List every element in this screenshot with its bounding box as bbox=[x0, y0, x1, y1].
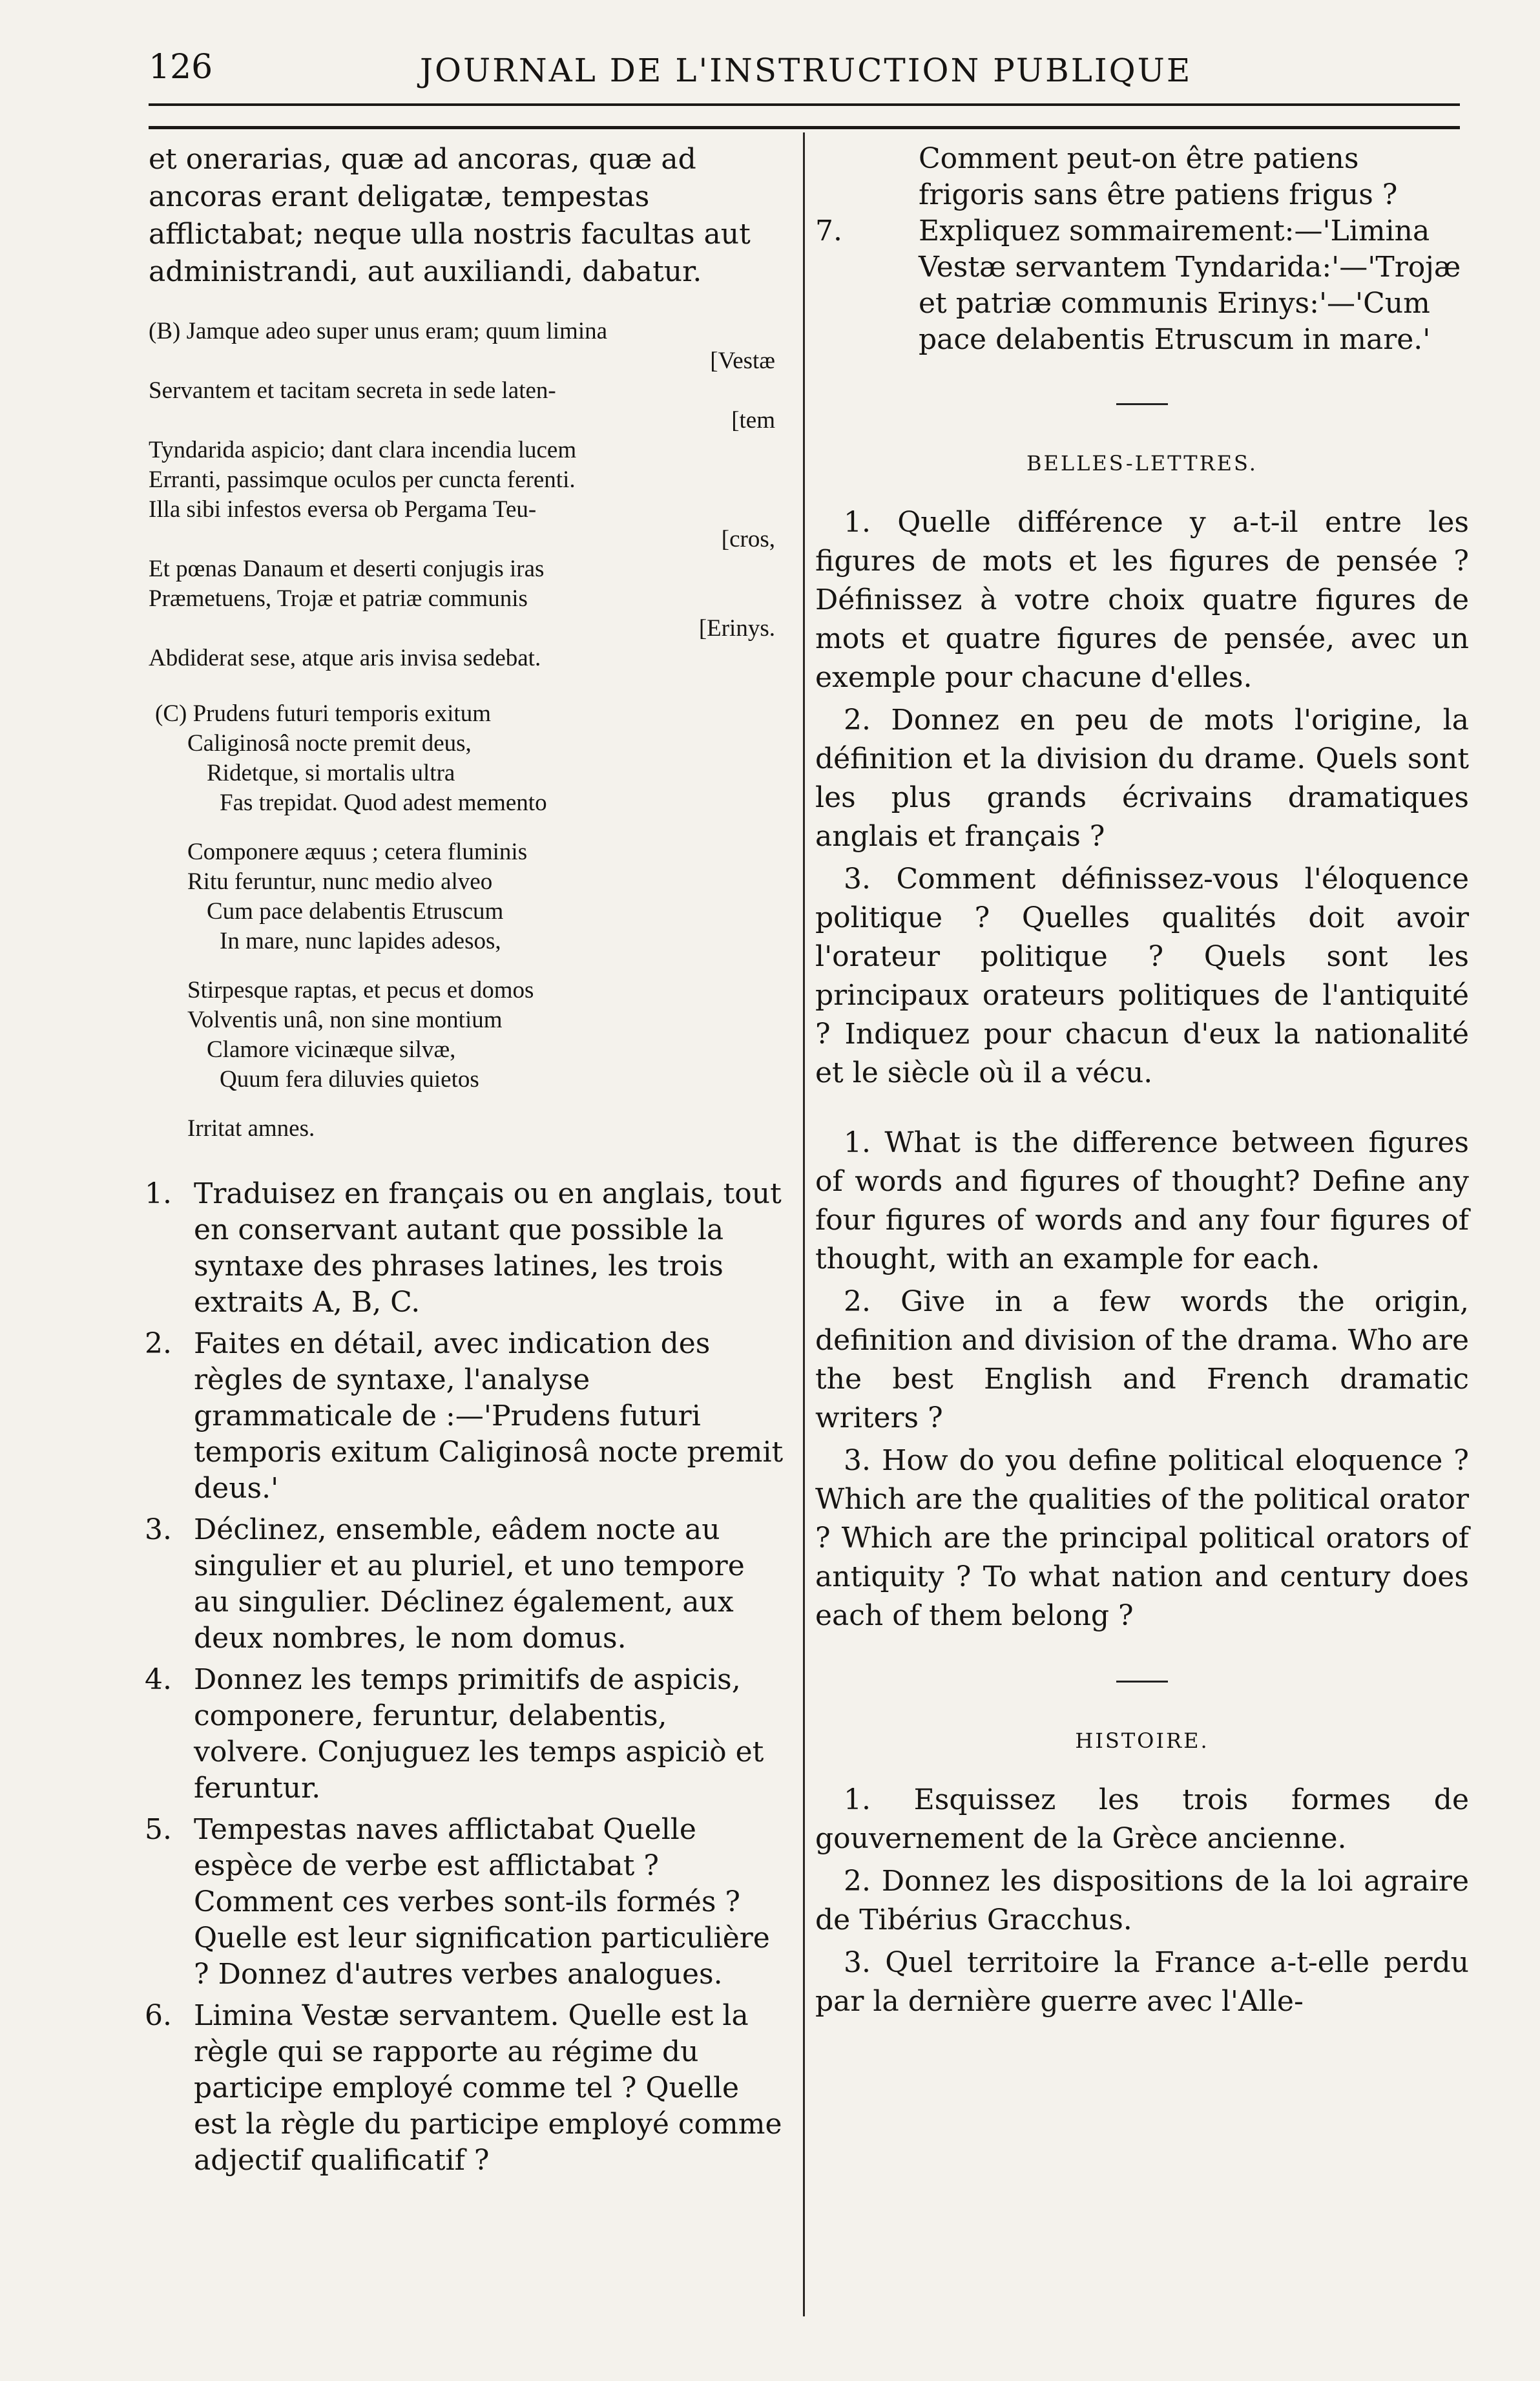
latin-line: Fas trepidat. Quod adest memento bbox=[220, 790, 547, 816]
section-heading-belles-lettres: BELLES-LETTRES. bbox=[1026, 451, 1258, 476]
page-number: 126 bbox=[149, 48, 213, 87]
question-number: 1. bbox=[145, 1177, 172, 1210]
question-number: 3. bbox=[145, 1513, 172, 1546]
belles-lettres-question-fr: 1. Quelle différence y a-t-il entre les figures de mots et les figures de pensée ? Définissez à votre choix quatre figures de mots et quatre figures de pensée, avec un exemple pour chacune d'elles. bbox=[815, 506, 1469, 694]
latin-line: Stirpesque raptas, et pecus et domos bbox=[187, 977, 534, 1003]
belles-lettres-question-en: 3. How do you define political eloquence ? Which are the qualities of the political orator ? Which are the principal political orators of antiquity ? To what nation and century does each of them belong ? bbox=[815, 1444, 1469, 1632]
question-text: Déclinez, ensemble, eâdem nocte au singulier et au pluriel, et uno tempore au singulier. Déclinez également, aux deux nombres, le nom domus. bbox=[194, 1513, 745, 1655]
latin-line-carry: [cros, bbox=[721, 526, 775, 552]
latin-line: Componere æquus ; cetera fluminis bbox=[187, 839, 528, 865]
latin-line-carry: [Vestæ bbox=[710, 348, 775, 374]
latin-line: Clamore vicinæque silvæ, bbox=[207, 1036, 456, 1063]
right-column bbox=[815, 141, 1469, 2025]
question-number: 7. bbox=[815, 215, 842, 247]
belles-lettres-question-en: 1. What is the difference between figures of words and figures of thought? Define any four figures of words and any four figures of thought, with an example for each. bbox=[815, 1126, 1469, 1275]
section-heading-histoire: HISTOIRE. bbox=[1075, 1728, 1209, 1753]
column-divider bbox=[803, 132, 805, 2316]
belles-lettres-question-fr: 2. Donnez en peu de mots l'origine, la définition et la division du drame. Quels sont les plus grands écrivains dramatiques anglais et français ? bbox=[815, 704, 1469, 853]
latin-line: Servantem et tacitam secreta in sede laten- bbox=[149, 377, 556, 404]
latin-line: Caliginosâ nocte premit deus, bbox=[187, 730, 472, 757]
extract-a-ending: et onerarias, quæ ad ancoras, quæ ad ancoras erant deligatæ, tempestas afflictabat; neque ulla nostris facultas aut administrandi, aut auxiliandi, dabatur. bbox=[149, 143, 751, 288]
latin-line: Abdiderat sese, atque aris invisa sedebat. bbox=[149, 645, 541, 671]
running-title: JOURNAL DE L'INSTRUCTION PUBLIQUE bbox=[420, 52, 1192, 89]
extract-b bbox=[149, 317, 788, 673]
latin-line: Tyndarida aspicio; dant clara incendia lucem bbox=[149, 437, 577, 463]
section-divider bbox=[1116, 1681, 1168, 1683]
latin-line: Et pœnas Danaum et deserti conjugis iras bbox=[149, 556, 545, 582]
latin-line: Præmetuens, Trojæ et patriæ communis bbox=[149, 585, 528, 612]
latin-line: Irritat amnes. bbox=[187, 1115, 315, 1142]
section-divider bbox=[1116, 403, 1168, 405]
question-text: Tempestas naves afflictabat Quelle espèce de verbe est afflictabat ? Comment ces verbes sont-ils formés ? Quelle est leur signification particulière ? Donnez d'autres verbes analogues. bbox=[194, 1813, 770, 1991]
question-item bbox=[145, 1662, 788, 1807]
question-text: Limina Vestæ servantem. Quelle est la règle qui se rapporte au régime du participe employé comme tel ? Quelle est la règle du participe employé comme adjectif qualificatif ? bbox=[194, 1999, 782, 2177]
latin-line: Ridetque, si mortalis ultra bbox=[207, 760, 455, 786]
question-list bbox=[145, 1176, 788, 2179]
extract-c bbox=[149, 699, 788, 1144]
latin-line: Quum fera diluvies quietos bbox=[220, 1066, 479, 1093]
question-item bbox=[145, 1998, 788, 2179]
latin-line: Erranti, passimque oculos per cuncta ferenti. bbox=[149, 467, 576, 493]
latin-line: Volventis unâ, non sine montium bbox=[187, 1007, 503, 1033]
latin-line: In mare, nunc lapides adesos, bbox=[220, 928, 501, 954]
latin-line: (B) Jamque adeo super unus eram; quum limina bbox=[149, 318, 608, 344]
histoire-question: 3. Quel territoire la France a-t-elle perdu par la dernière guerre avec l'Alle- bbox=[815, 1946, 1469, 2018]
question-6-continuation: Comment peut-on être patiens frigoris sans être patiens frigus ? bbox=[919, 142, 1398, 211]
histoire-question: 2. Donnez les dispositions de la loi agraire de Tibérius Gracchus. bbox=[815, 1865, 1469, 1936]
question-text: Donnez les temps primitifs de aspicis, componere, feruntur, delabentis, volvere. Conjuguez les temps aspiciò et feruntur. bbox=[194, 1663, 764, 1805]
latin-line-carry: [Erinys. bbox=[698, 615, 775, 642]
header-rule-bottom bbox=[149, 126, 1460, 129]
belles-lettres-question-en: 2. Give in a few words the origin, definition and division of the drama. Who are the best English and French dramatic writers ? bbox=[815, 1285, 1469, 1434]
latin-line: Ritu feruntur, nunc medio alveo bbox=[187, 868, 493, 895]
question-item bbox=[145, 1326, 788, 1507]
question-number: 2. bbox=[145, 1327, 172, 1360]
question-number: 4. bbox=[145, 1663, 172, 1696]
belles-lettres-question-fr: 3. Comment définissez-vous l'éloquence politique ? Quelles qualités doit avoir l'orateur politique ? Quels sont les principaux orateurs politiques de l'antiquité ? Indiquez pour chacun d'eux la nationalité et le siècle où il a vécu. bbox=[815, 863, 1469, 1089]
latin-line-carry: [tem bbox=[731, 407, 775, 434]
question-item bbox=[815, 213, 1469, 358]
question-item bbox=[145, 1176, 788, 1321]
histoire-question: 1. Esquissez les trois formes de gouvernement de la Grèce ancienne. bbox=[815, 1783, 1469, 1855]
latin-line: (C) Prudens futuri temporis exitum bbox=[155, 700, 491, 727]
question-item bbox=[145, 1812, 788, 1993]
header-rule-top bbox=[149, 103, 1460, 106]
question-item bbox=[145, 1512, 788, 1657]
page-header bbox=[149, 40, 1466, 98]
latin-line: Illa sibi infestos eversa ob Pergama Teu- bbox=[149, 496, 537, 523]
question-text: Traduisez en français ou en anglais, tout en conservant autant que possible la syntaxe des phrases latines, les trois extraits A, B, C. bbox=[194, 1177, 782, 1319]
latin-line: Cum pace delabentis Etruscum bbox=[207, 898, 504, 925]
question-text: Faites en détail, avec indication des règles de syntaxe, l'analyse grammaticale de :—'Prudens futuri temporis exitum Caliginosâ nocte premit deus.' bbox=[194, 1327, 784, 1505]
left-column bbox=[145, 141, 788, 2184]
question-number: 6. bbox=[145, 1999, 172, 2032]
question-number: 5. bbox=[145, 1813, 172, 1846]
question-text: Expliquez sommairement:—'Limina Vestæ servantem Tyndarida:'—'Trojæ et patriæ communis Erinys:'—'Cum pace delabentis Etruscum in mare.' bbox=[919, 215, 1461, 356]
